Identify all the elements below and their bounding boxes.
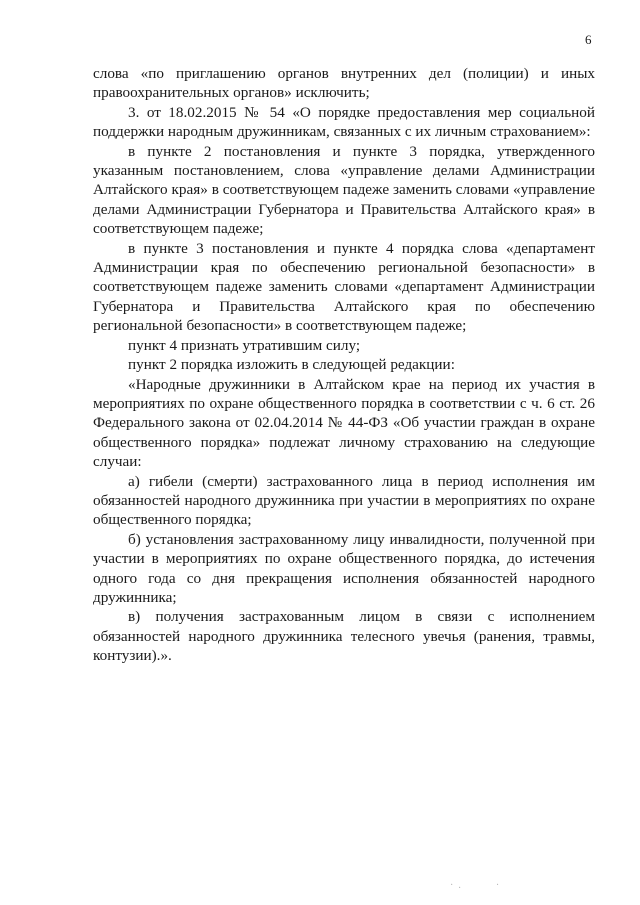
document-body (93, 64, 595, 666)
paragraph-9: б) установления застрахованному лицу инвалидности, полученной при участии в мероприятиях по охране общественного порядка, до истечения одного года со дня прекращения исполнения обязанностей народного дружинника; (93, 530, 595, 606)
paragraph-8: а) гибели (смерти) застрахованного лица в период исполнения им обязанностей народного дружинника при участии в мероприятиях по охране общественного порядка; (93, 472, 595, 529)
paragraph-5: пункт 4 признать утратившим силу; (128, 336, 361, 354)
scan-artifact: · . · (450, 880, 500, 891)
paragraph-6: пункт 2 порядка изложить в следующей редакции: (128, 356, 455, 374)
paragraph-3: в пункте 2 постановления и пункте 3 порядка, утвержденного указанным постановлением, слова «управление делами Администрации Алтайского края» в соответствующем падеже заменить словами «управление делами Администрации Губернатора и Правительства Алтайского края» в соответствующем падеже; (93, 142, 595, 238)
paragraph-4: в пункте 3 постановления и пункте 4 порядка слова «департамент Администрации края по обеспечению региональной безопасности» в соответствующем падеже заменить словами «департамент Администрации Губернатора и Правительства Алтайского края по обеспечению региональной безопасности» в соответствующем падеже; (93, 239, 595, 335)
paragraph-2: 3. от 18.02.2015 № 54 «О порядке предоставления мер социальной поддержки народным дружинникам, связанных с их личным страхованием»: (93, 103, 595, 141)
page-number: 6 (585, 32, 592, 47)
paragraph-10: в) получения застрахованным лицом в связи с исполнением обязанностей народного дружинника телесного увечья (ранения, травмы, контузии).». (93, 608, 595, 665)
paragraph-7: «Народные дружинники в Алтайском крае на период их участия в мероприятиях по охране общественного порядка в соответствии с ч. 6 ст. 26 Федерального закона от 02.04.2014 № 44-ФЗ «Об участии граждан в охране общественного порядка» подлежат личному страхованию на следующие случаи: (93, 375, 595, 471)
paragraph-1: слова «по приглашению органов внутренних дел (полиции) и иных правоохранительных органов» исключить; (93, 65, 595, 102)
